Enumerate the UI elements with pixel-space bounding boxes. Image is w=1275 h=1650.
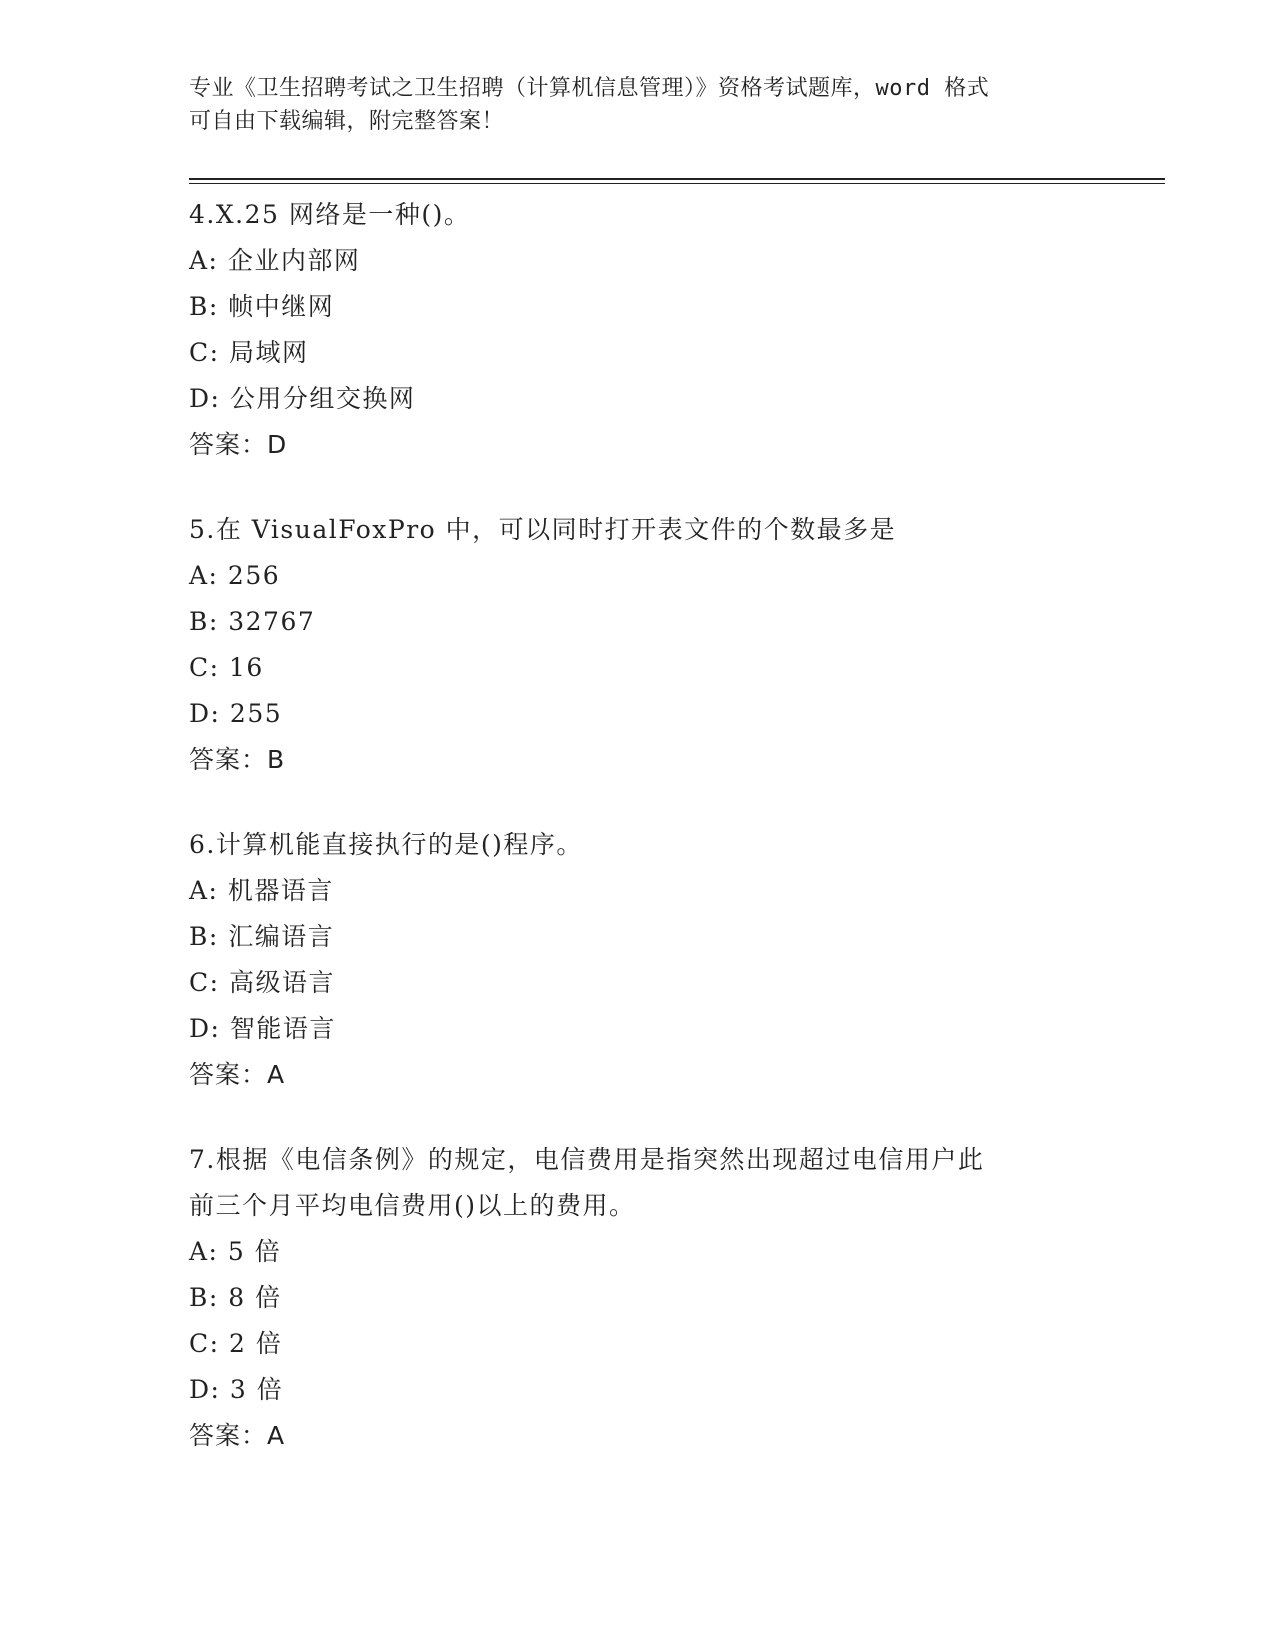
question-option-d: D: 3 倍	[189, 1375, 284, 1404]
header-title-line-2: 可自由下载编辑，附完整答案！	[189, 109, 505, 134]
header-divider-thin	[189, 183, 1165, 184]
question-option-a: A: 企业内部网	[189, 246, 361, 275]
header-title-line-1: 专业《卫生招聘考试之卫生招聘（计算机信息管理）》资格考试题库，word 格式	[189, 76, 990, 101]
question-option-c: C: 2 倍	[189, 1329, 283, 1358]
question-option-a: A: 256	[189, 561, 281, 590]
question-option-b: B: 帧中继网	[189, 292, 335, 321]
question-option-d: D: 智能语言	[189, 1014, 336, 1043]
question-option-b: B: 8 倍	[189, 1283, 282, 1312]
question-option-a: A: 5 倍	[189, 1237, 282, 1266]
question-item	[189, 192, 1089, 468]
question-option-b: B: 32767	[189, 607, 316, 636]
question-answer: 答案：D	[189, 430, 288, 459]
document-header	[189, 72, 1069, 138]
question-item	[189, 507, 1089, 783]
question-item	[189, 1137, 1089, 1459]
question-item	[189, 822, 1089, 1098]
question-option-c: C: 16	[189, 653, 264, 682]
question-text: 4.X.25 网络是一种()。	[189, 200, 471, 229]
question-text-line-1: 7.根据《电信条例》的规定，电信费用是指突然出现超过电信用户此	[189, 1145, 985, 1174]
question-text-line-2: 前三个月平均电信费用()以上的费用。	[189, 1191, 636, 1220]
question-text: 6.计算机能直接执行的是()程序。	[189, 830, 583, 859]
question-option-c: C: 高级语言	[189, 968, 335, 997]
question-text: 5.在 VisualFoxPro 中，可以同时打开表文件的个数最多是	[189, 515, 897, 544]
question-option-d: D: 公用分组交换网	[189, 384, 416, 413]
question-option-a: A: 机器语言	[189, 876, 334, 905]
question-option-c: C: 局域网	[189, 338, 309, 367]
question-answer: 答案：A	[189, 1421, 286, 1450]
question-answer: 答案：A	[189, 1060, 286, 1089]
question-list	[189, 192, 1089, 1498]
question-option-b: B: 汇编语言	[189, 922, 335, 951]
header-divider-thick	[189, 178, 1165, 180]
question-answer: 答案：B	[189, 745, 286, 774]
question-option-d: D: 255	[189, 699, 283, 728]
